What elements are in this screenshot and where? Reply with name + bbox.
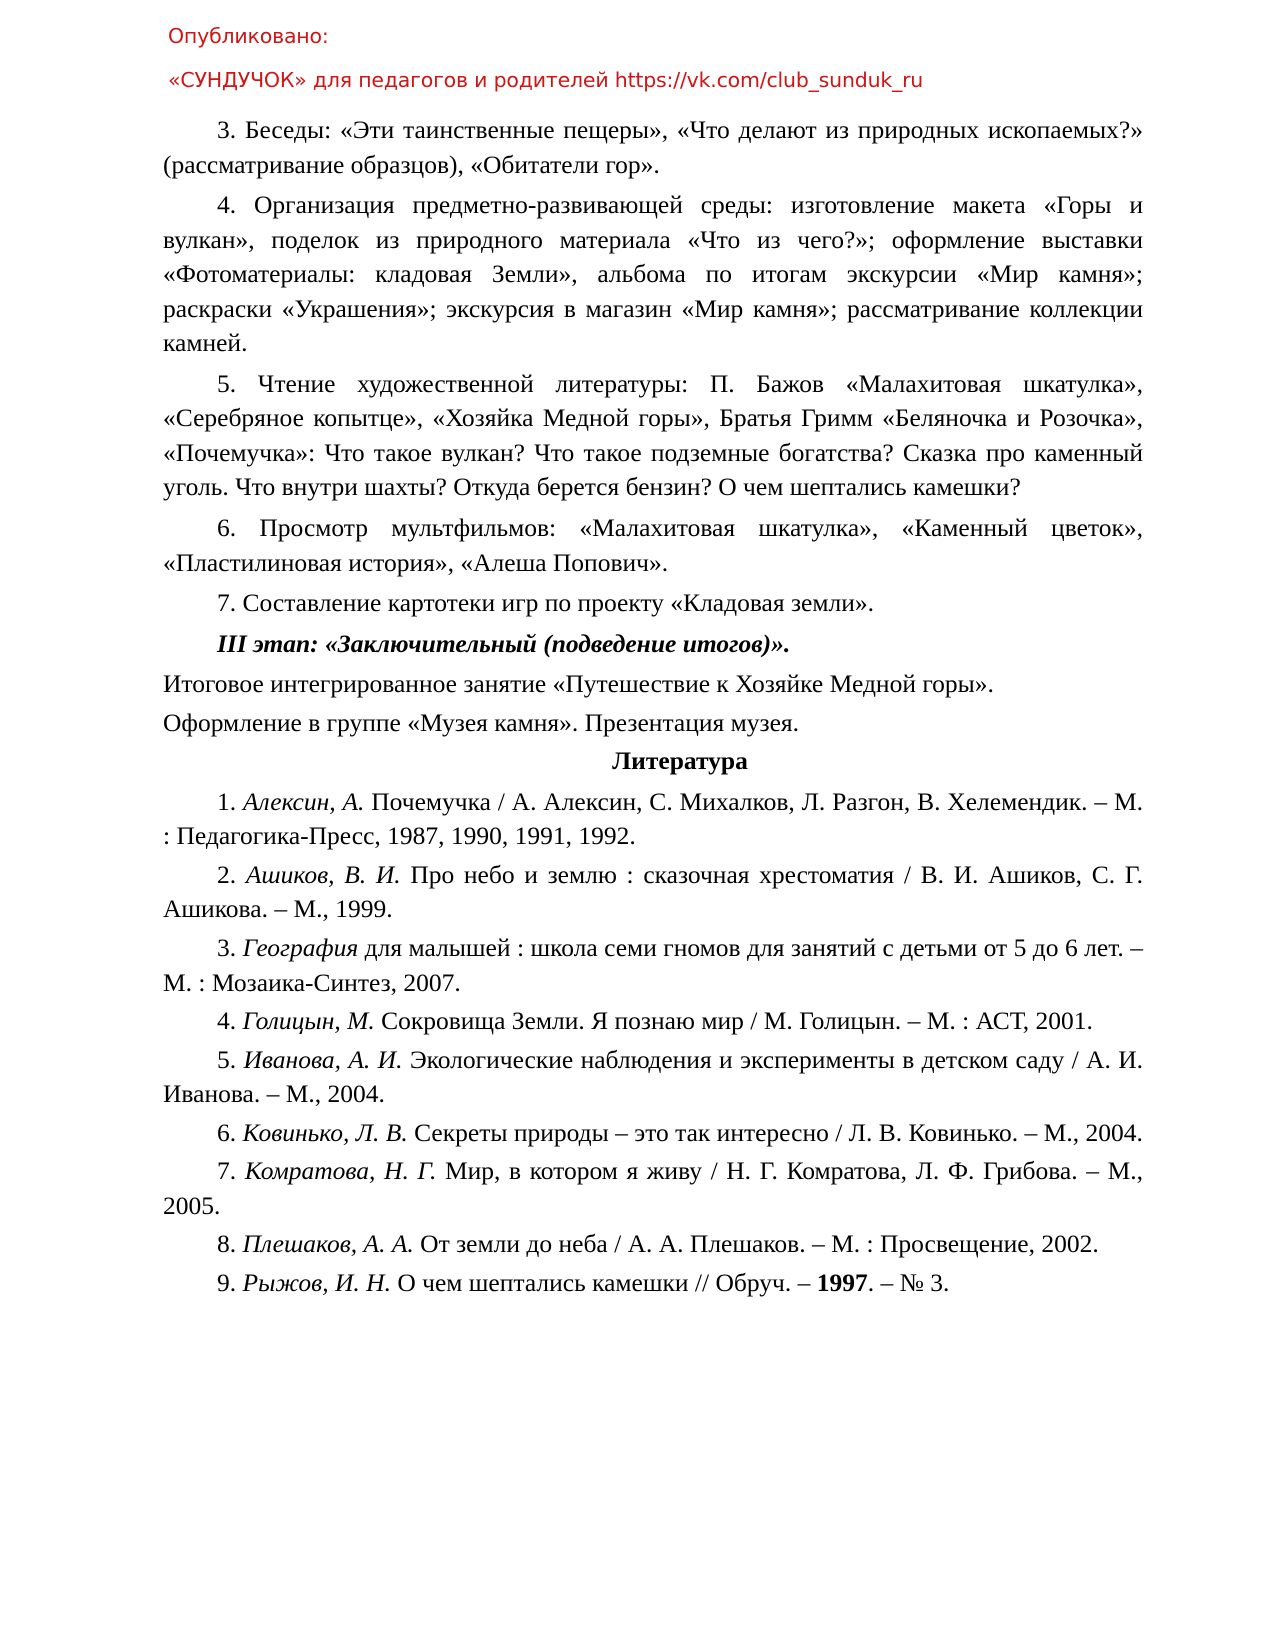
- entry-number: 7.: [217, 1156, 237, 1186]
- entry-author: Ковинько, Л. В.: [242, 1117, 408, 1147]
- stage-heading: III этап: «Заключительный (подведение итогов)».: [217, 628, 791, 658]
- bibliography-entry: [163, 858, 1143, 927]
- bibliography-entry: [163, 1266, 1143, 1301]
- entry-author: Ашиков, В. И.: [245, 859, 401, 889]
- entry-number: 9.: [217, 1267, 237, 1297]
- entry-author: Плешаков, А. А.: [242, 1229, 414, 1259]
- entry-author: Комратова, Н. Г.: [244, 1156, 437, 1186]
- entry-rest-after: . – № 3.: [867, 1267, 950, 1297]
- entry-number: 4.: [217, 1006, 237, 1036]
- entry-rest: Про небо и землю : сказочная хрестоматия / В. И. Ашиков, С. Г. Ашикова. – М., 1999.: [163, 859, 1144, 924]
- entry-number: 1.: [217, 786, 237, 816]
- publication-watermark: [168, 26, 1128, 91]
- entry-author: Голицын, М.: [242, 1006, 375, 1036]
- bibliography-heading: Литература: [612, 746, 748, 776]
- entry-rest: Сокровища Земли. Я познаю мир / М. Голицын. – М. : АСТ, 2001.: [374, 1006, 1093, 1036]
- watermark-credit: «СУНДУЧОК» для педагогов и родителей https://vk.com/club_sunduk_ru: [168, 67, 924, 92]
- entry-year: 1997: [816, 1267, 868, 1297]
- paragraph-item-7: 7. Составление картотеки игр по проекту «Кладовая земли».: [217, 588, 874, 618]
- paragraph-item-6: 6. Просмотр мультфильмов: «Малахитовая шкатулка», «Каменный цветок», «Пластилиновая история», «Алеша Попович».: [163, 513, 1143, 577]
- paragraph-item-3: 3. Беседы: «Эти таинственные пещеры», «Что делают из природных ископаемых?» (рассматривание образцов), «Обитатели гор».: [163, 115, 1143, 179]
- entry-author: Иванова, А. И.: [243, 1044, 403, 1074]
- entry-number: 8.: [217, 1229, 237, 1259]
- bibliography-entry: [163, 1004, 1143, 1039]
- entry-rest: для малышей : школа семи гномов для занятий с детьми от 5 до 6 лет. – М. : Мозаика-Синтез, 2007.: [163, 933, 1144, 997]
- entry-author: Рыжов, И. Н.: [242, 1267, 391, 1297]
- bibliography-entry: [163, 1154, 1143, 1223]
- entry-number: 3.: [217, 933, 237, 963]
- entry-number: 5.: [217, 1044, 237, 1074]
- entry-rest: Мир, в котором я живу / Н. Г. Комратова, Л. Ф. Грибова. – М., 2005.: [163, 1156, 1143, 1220]
- paragraph-item-4: 4. Организация предметно-развивающей среды: изготовление макета «Горы и вулкан», поделок из природного материала «Что из чего?»; оформление выставки «Фотоматериалы: кладовая Земли», альбома по итогам экскурсии «Мир камня»; раскраски «Украшения»; экскурсия в магазин «Мир камня»; рассматривание коллекции камней.: [163, 190, 1143, 358]
- bibliography-entry: [163, 1043, 1143, 1112]
- bibliography-entry: [163, 785, 1143, 854]
- entry-number: 2.: [217, 859, 237, 889]
- paragraph-item-5: 5. Чтение художественной литературы: П. Бажов «Малахитовая шкатулка», «Серебряное копытце», «Хозяйка Медной горы», Братья Гримм «Беляночка и Розочка», «Почемучка»: Что такое вулкан? Что такое подземные богатства? Сказка про каменный уголь. Что внутри шахты? Откуда берется бензин? О чем шептались камешки?: [163, 368, 1143, 502]
- entry-rest: Почемучка / А. Алексин, С. Михалков, Л. Разгон, В. Хелемендик. – М. : Педагогика-Пресс, 1987, 1990, 1991, 1992.: [163, 786, 1144, 851]
- bibliography-list: [163, 785, 1143, 1301]
- bibliography-entry: [163, 931, 1143, 1000]
- watermark-label: Опубликовано:: [168, 24, 329, 48]
- bibliography-entry: [163, 1227, 1143, 1262]
- document-body: [163, 113, 1143, 1305]
- entry-rest: От земли до неба / А. А. Плешаков. – М. : Просвещение, 2002.: [413, 1229, 1099, 1259]
- closing-paragraph-1: Итоговое интегрированное занятие «Путешествие к Хозяйке Медной горы».: [163, 669, 994, 699]
- entry-number: 6.: [217, 1117, 237, 1147]
- entry-rest-before: О чем шептались камешки // Обруч. –: [390, 1267, 817, 1297]
- bibliography-entry: [163, 1116, 1143, 1151]
- entry-rest: Экологические наблюдения и эксперименты в детском саду / А. И. Иванова. – М., 2004.: [163, 1044, 1143, 1109]
- entry-author: География: [242, 933, 359, 963]
- closing-paragraph-2: Оформление в группе «Музея камня». Презентация музея.: [163, 707, 799, 737]
- entry-rest: Секреты природы – это так интересно / Л. В. Ковинько. – М., 2004.: [407, 1117, 1143, 1147]
- entry-author: Алексин, А.: [242, 786, 365, 816]
